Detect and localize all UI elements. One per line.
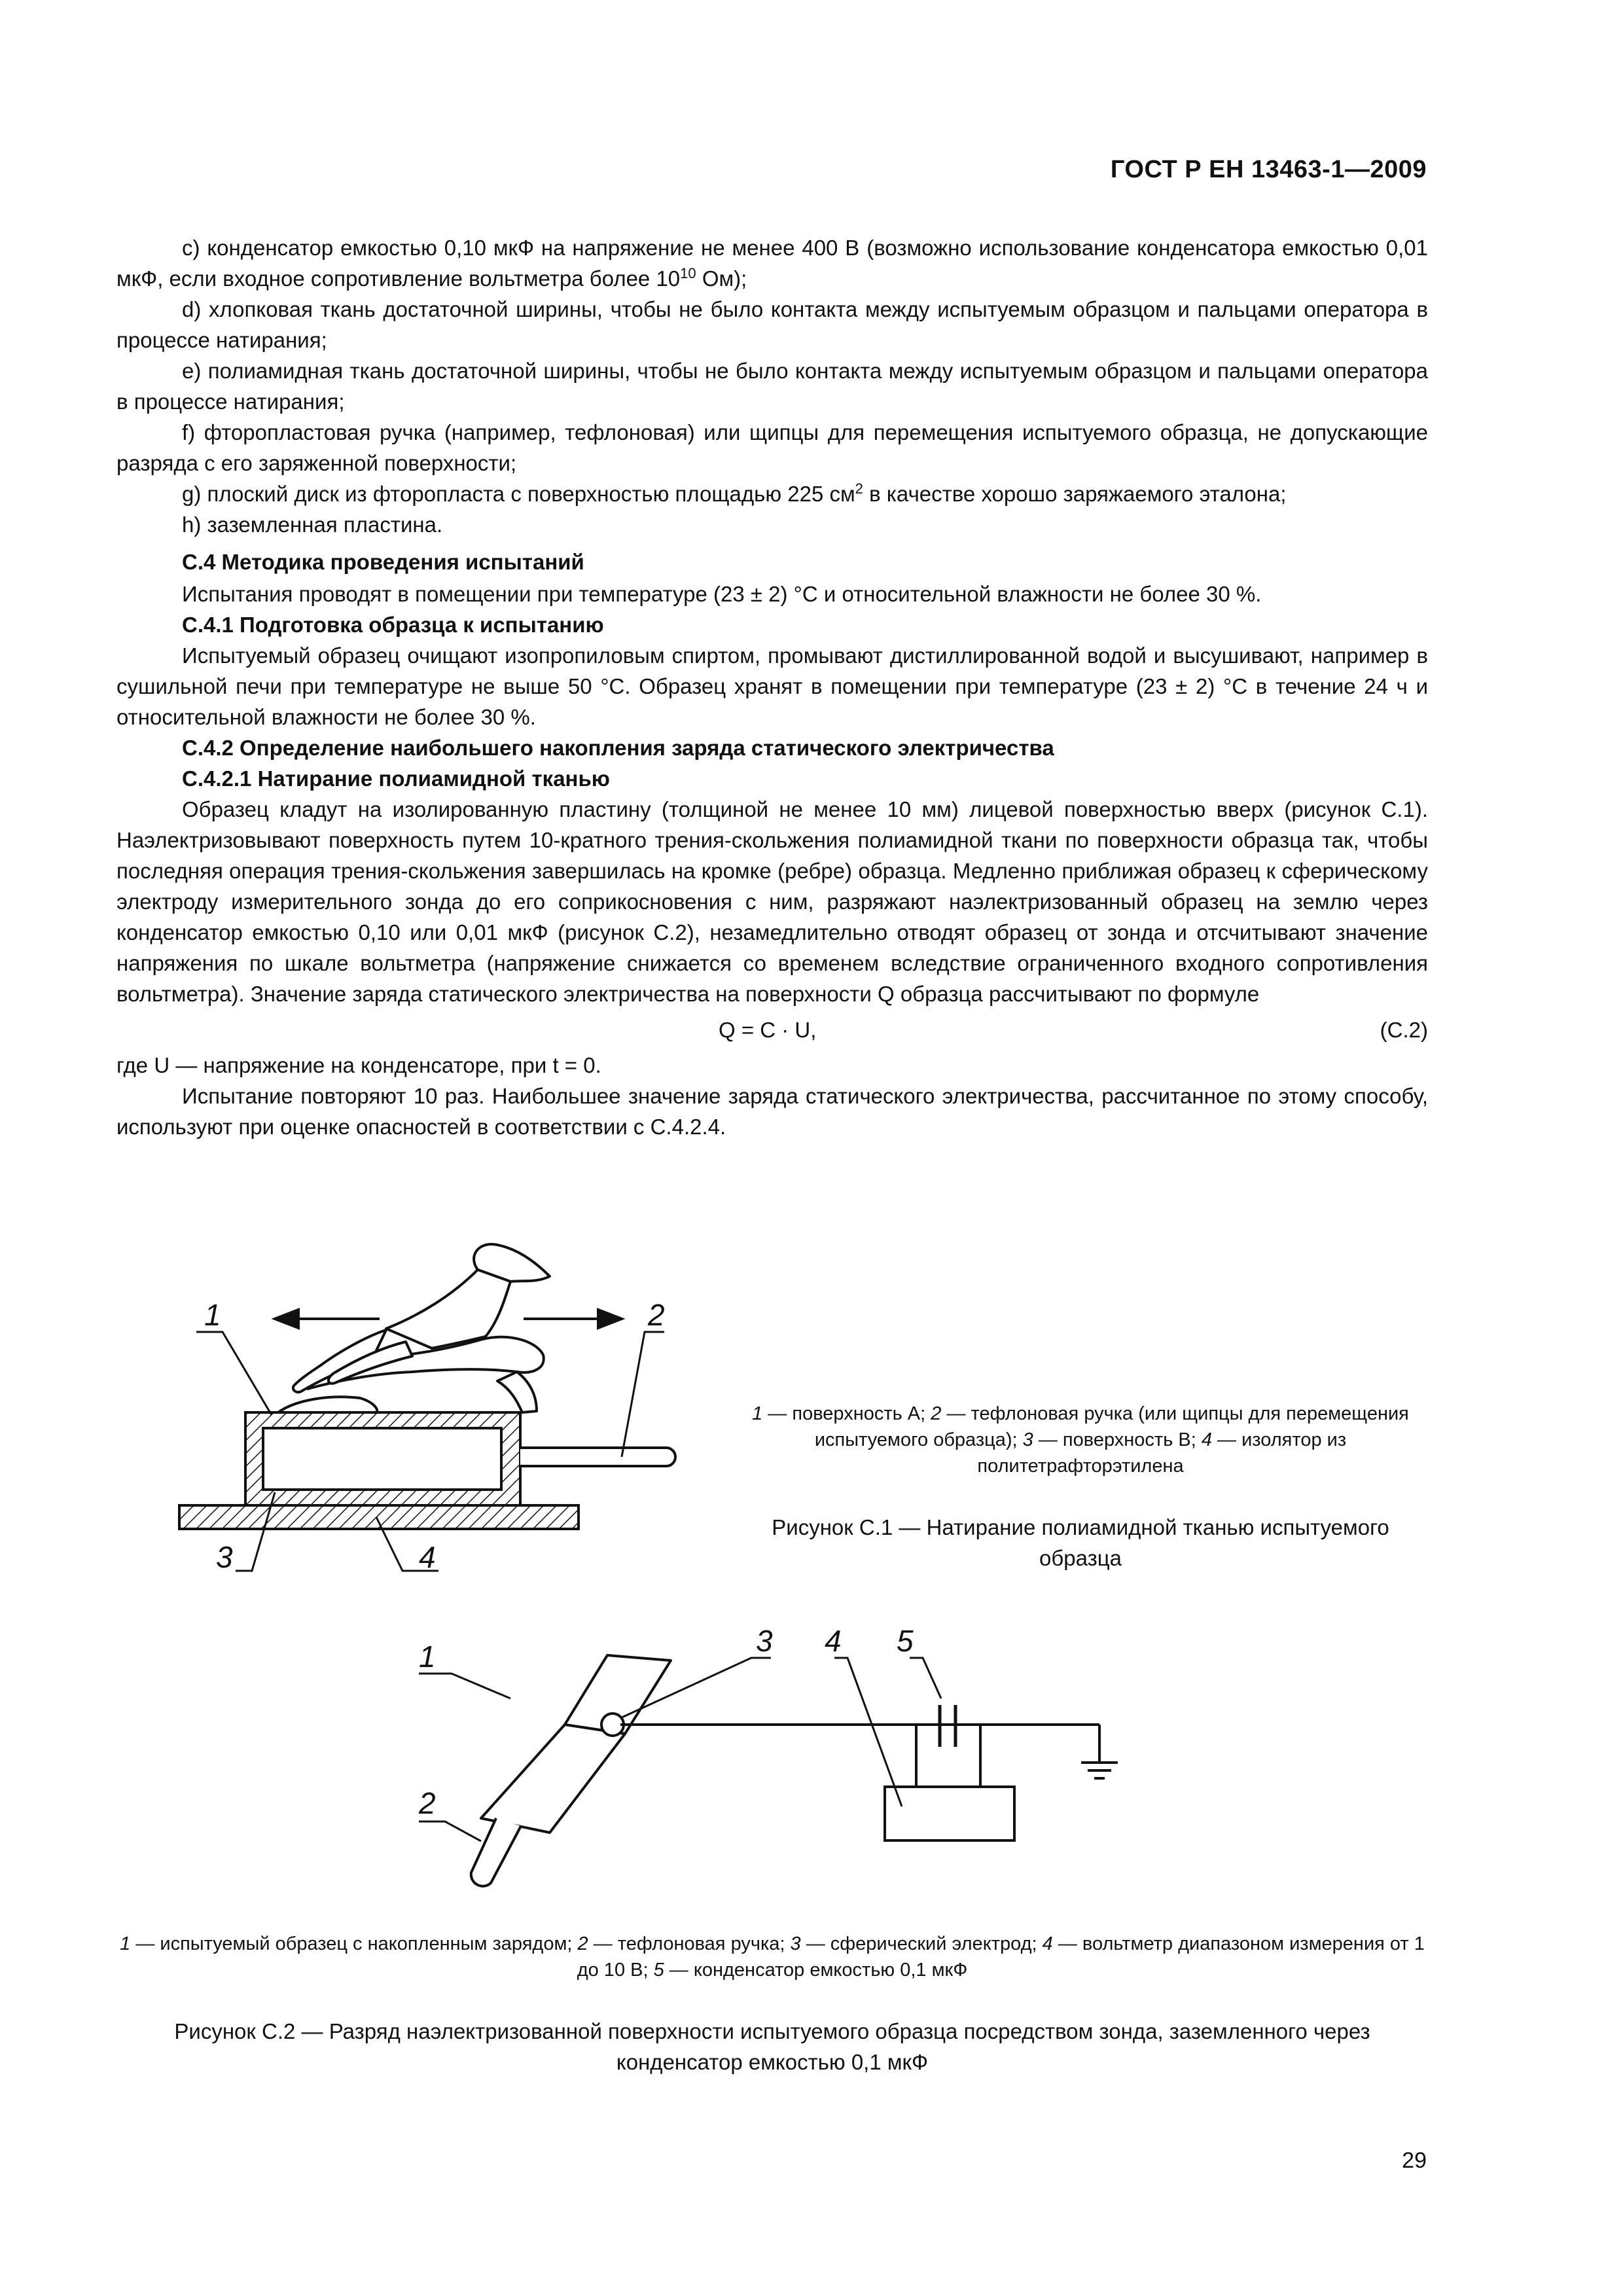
formula-number: (С.2) [1380, 1018, 1428, 1042]
figure-c1-caption: Рисунок С.1 — Натирание полиамидной тканью испытуемого образца [772, 1515, 1389, 1570]
insulator-plate [179, 1505, 579, 1529]
fig1-label-4: 4 [419, 1540, 436, 1574]
fig1-label-3: 3 [216, 1540, 233, 1574]
page-number: 29 [1402, 2148, 1427, 2173]
formula: Q = C · U, [719, 1018, 817, 1042]
list-item-c: c) конденсатор емкостью 0,10 мкФ на напряжение не менее 400 В (возможно использование конденсатора емкостью 0,01 мкФ, если входное сопротивление вольтметра более $10^{10}$ Ом); [116, 236, 1428, 291]
page-header-standard: ГОСТ Р ЕН 13463-1—2009 [1110, 156, 1427, 183]
main-text [116, 232, 1428, 1142]
list-item-e: e) полиамидная ткань достаточной ширины, чтобы не было контакта между испытуемым образцом и пальцами оператора в процессе натирания; [116, 359, 1428, 414]
list-item-d: d) хлопковая ткань достаточной ширины, чтобы не было контакта между испытуемым образцом и пальцами оператора в процессе натирания; [116, 297, 1428, 352]
list-item-g: g) плоский диск из фторопласта с поверхностью площадью 225 $см^2$ в качестве хорошо заряжаемого эталона; [182, 480, 1287, 506]
list-item-h: h) заземленная пластина. [182, 512, 443, 537]
ground-symbol [1081, 1725, 1118, 1778]
figure-c2-caption: Рисунок С.2 — Разряд наэлектризованной поверхности испытуемого образца посредством зонда, заземленного через конденсатор емкостью 0,1 мкФ [174, 2019, 1370, 2074]
figure-c2-drawing [393, 1613, 1178, 1928]
hand-drawing [278, 1244, 550, 1412]
teflon-handle [520, 1448, 675, 1466]
figure-c1-legend: 1 — поверхность А; 2 — тефлоновая ручка (или щипцы для перемещения испытуемого образца); 3 — поверхность В; 4 — изолятор из политетрафторэтилена [752, 1403, 1409, 1477]
section-heading-c41: С.4.1 Подготовка образца к испытанию [182, 613, 604, 637]
figure-c1-drawing [170, 1217, 694, 1584]
section-heading-c42: С.4.2 Определение наибольшего накопления заряда статического электричества [182, 736, 1054, 760]
section-c421-text: Образец кладут на изолированную пластину (толщиной не менее 10 мм) лицевой поверхностью вверх (рисунок С.1). Наэлектризовывают поверхность путем 10-кратного трения-скольжения полиамидной ткани по поверхности образца так, чтобы последняя операция трения-скольжения завершилась на кромке (ребре) образца. Медленно приближая образец к сферическому электроду измерительного зонда до его соприкосновения с ним, разряжают наэлектризованный образец на землю через конденсатор емкостью 0,10 или 0,01 мкФ (рисунок С.2), незамедлительно отводят образец от зонда и отсчитывают значение напряжения по шкале вольтметра (напряжение снижается со временем вследствие ограниченного входного сопротивления вольтметра). Значение заряда статического электричества на поверхности Q образца рассчитывают по формуле [116, 797, 1428, 1006]
formula-where: где U — напряжение на конденсаторе, при t = 0. [116, 1053, 601, 1077]
fig2-label-1: 1 [419, 1640, 436, 1674]
fig2-label-4: 4 [825, 1624, 842, 1658]
fig2-label-3: 3 [756, 1624, 773, 1658]
teflon-handle-fig2 [471, 1818, 521, 1886]
sample-body [245, 1412, 520, 1505]
section-repeat-text: Испытание повторяют 10 раз. Наибольшее значение заряда статического электричества, рассчитанное по этому способу, используют при оценке опасностей в соответствии с С.4.2.4. [116, 1084, 1428, 1139]
list-item-f: f) фторопластовая ручка (например, тефлоновая) или щипцы для перемещения испытуемого образца, не допускающие разряда с его заряженной поверхности; [116, 420, 1428, 475]
fig2-label-5: 5 [897, 1624, 914, 1658]
spherical-electrode [601, 1713, 1099, 1736]
formula-row [116, 1014, 1428, 1047]
section-heading-c421: С.4.2.1 Натирание полиамидной тканью [182, 766, 610, 791]
section-c41-text: Испытуемый образец очищают изопропиловым спиртом, промывают дистиллированной водой и высушивают, например в сушильной печи при температуре не выше 50 °С. Образец хранят в помещении при температуре (23 ± 2) °С в течение 24 ч и относительной влажности не более 30 %. [116, 643, 1428, 729]
section-heading-c4: С.4 Методика проведения испытаний [182, 550, 584, 574]
fig1-label-1: 1 [204, 1298, 221, 1332]
voltmeter [885, 1725, 1014, 1840]
section-c4-text: Испытания проводят в помещении при температуре (23 ± 2) °С и относительной влажности не более 30 %. [182, 582, 1262, 606]
fig1-label-2: 2 [648, 1298, 665, 1332]
figure-c2-legend: 1 — испытуемый образец с накопленным зарядом; 2 — тефлоновая ручка; 3 — сферический электрод; 4 — вольтметр диапазоном измерения от 1 до 10 В; 5 — конденсатор емкостью 0,1 мкФ [120, 1933, 1425, 1981]
fig2-label-2: 2 [419, 1786, 436, 1820]
sample-slab [481, 1655, 671, 1833]
